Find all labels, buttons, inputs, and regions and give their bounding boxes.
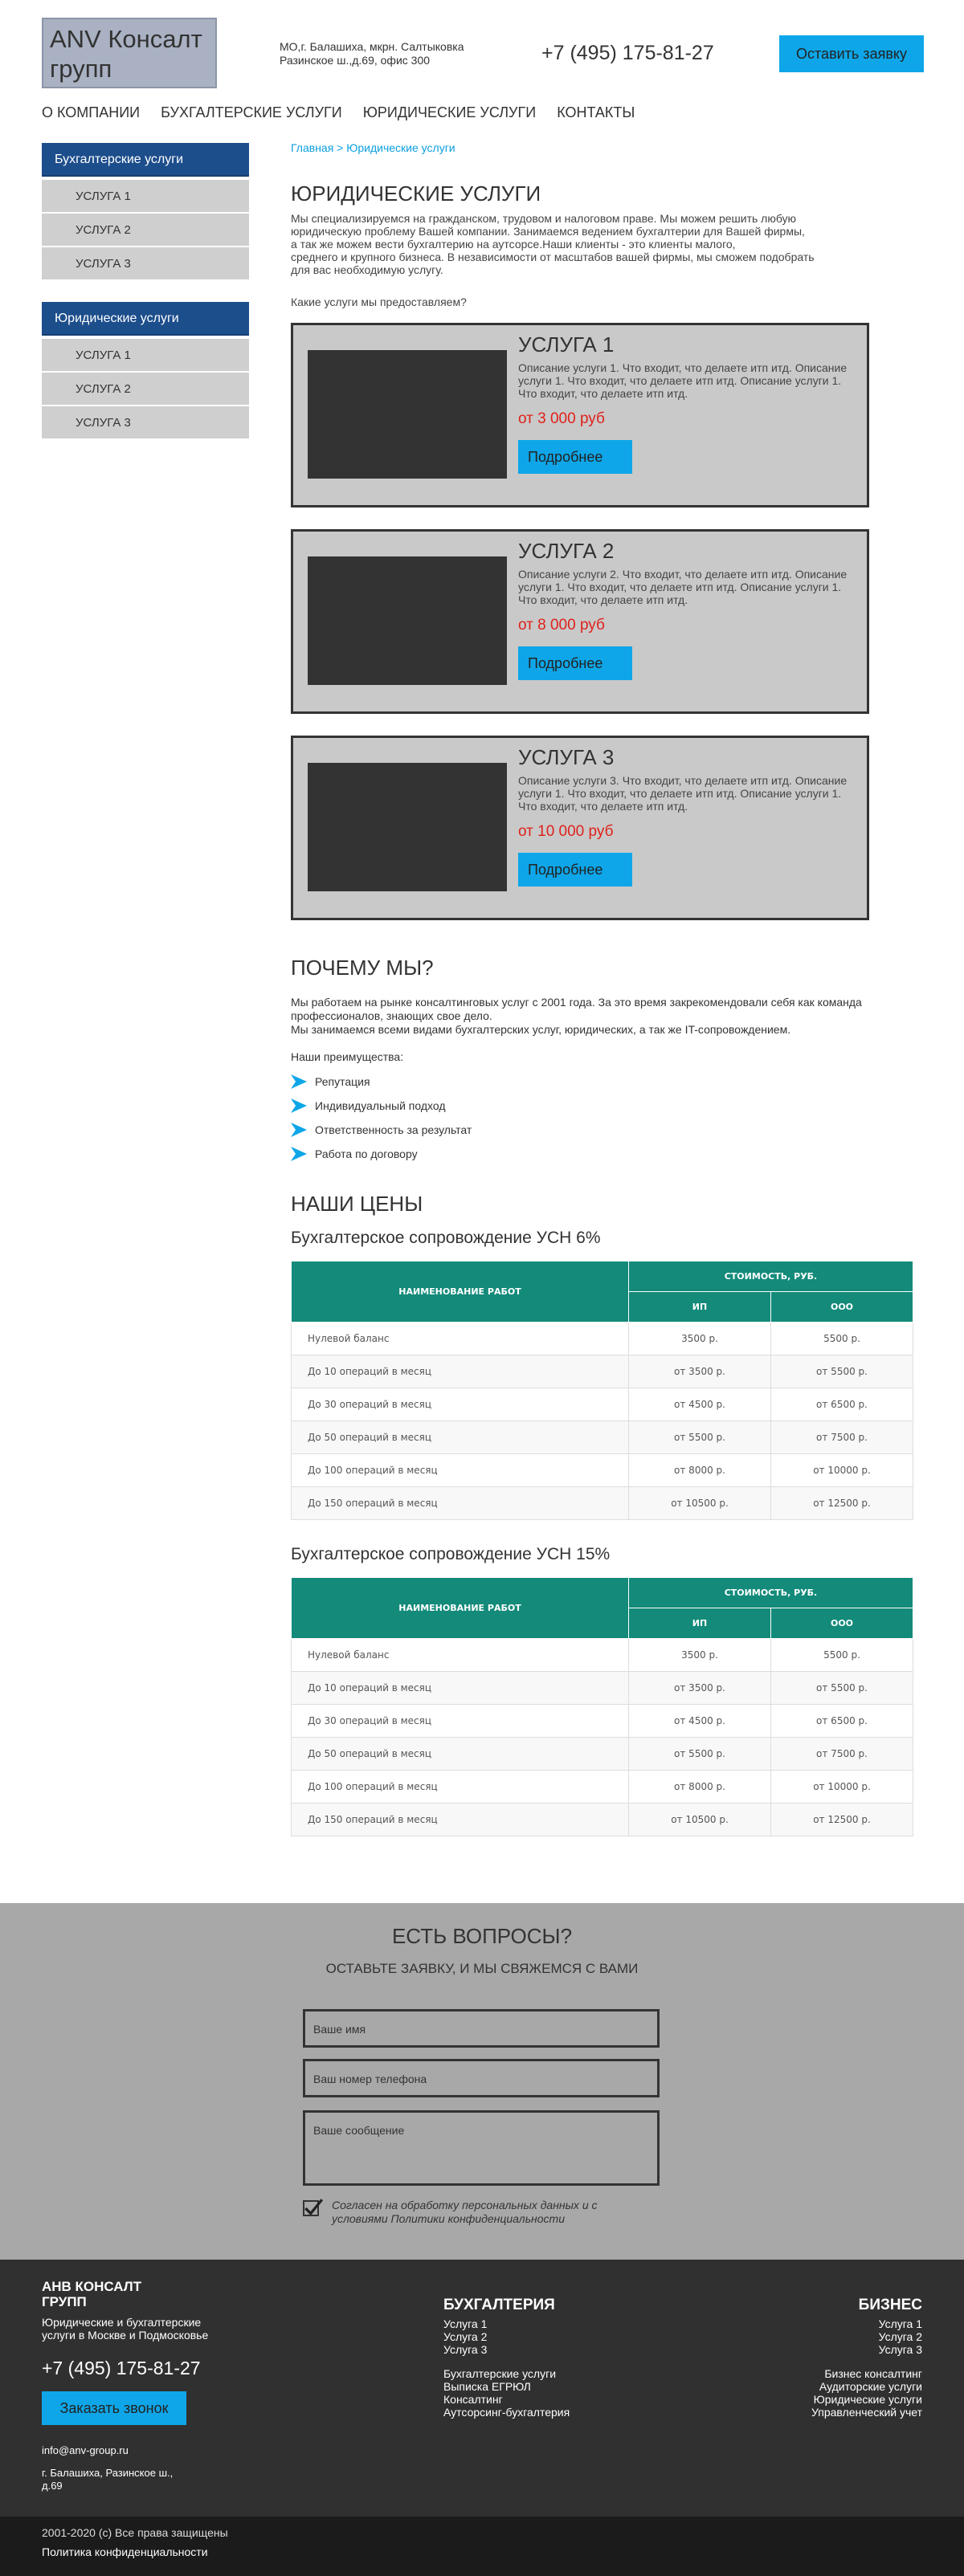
price-table-title: Бухгалтерское сопровождение УСН 15%: [291, 1545, 611, 1563]
request-button[interactable]: Оставить заявку: [779, 35, 924, 72]
header-address: [280, 40, 488, 67]
advantage-item: [291, 1074, 370, 1089]
footer-col-business: [811, 2297, 922, 2419]
price-table: [291, 1577, 913, 1836]
sidebar-item[interactable]: УСЛУГА 3: [42, 406, 249, 440]
price-table: [291, 1261, 913, 1520]
cell-ip: от 3500 р.: [629, 1672, 771, 1705]
footer-link[interactable]: Юридические услуги: [813, 2393, 922, 2406]
more-button[interactable]: Подробнее: [518, 853, 632, 887]
footer-email[interactable]: info@anv-group.ru: [42, 2444, 129, 2456]
advantage-item: [291, 1123, 472, 1137]
table-row: [292, 1639, 913, 1672]
sidebar-item[interactable]: УСЛУГА 1: [42, 180, 249, 214]
sidebar-item[interactable]: УСЛУГА 1: [42, 339, 249, 373]
cell-name: Нулевой баланс: [292, 1323, 629, 1355]
consent-text[interactable]: [332, 2199, 598, 2226]
footer-col-accounting: [443, 2297, 570, 2419]
why-line: профессионалов, знающих свое дело.: [291, 1009, 492, 1022]
footer-link[interactable]: Услуга 3: [443, 2343, 488, 2356]
nav-legal[interactable]: ЮРИДИЧЕСКИЕ УСЛУГИ: [362, 104, 537, 120]
service-title: УСЛУГА 3: [518, 745, 615, 769]
cell-ooo: 5500 р.: [771, 1323, 913, 1355]
price-table-title: Бухгалтерское сопровождение УСН 6%: [291, 1229, 601, 1247]
page-title: ЮРИДИЧЕСКИЕ УСЛУГИ: [291, 181, 541, 206]
why-line: Мы занимаемся всеми видами бухгалтерских услуг, юридических, а так же IT-сопровождением.: [291, 1023, 791, 1036]
cell-ip: от 10500 р.: [629, 1804, 771, 1836]
cell-ooo: от 5500 р.: [771, 1355, 913, 1388]
desc-line: услуги в Москве и Подмосковье: [42, 2329, 209, 2342]
footer-link[interactable]: Услуга 3: [878, 2343, 922, 2356]
service-title: УСЛУГА 1: [518, 332, 615, 357]
cell-ooo: от 6500 р.: [771, 1388, 913, 1421]
cell-name: До 150 операций в месяц: [292, 1487, 629, 1520]
footer-col-title: БИЗНЕС: [858, 2297, 922, 2313]
address-line: г. Балашиха, Разинское ш.,: [42, 2467, 174, 2479]
table-row: [292, 1388, 913, 1421]
callback-button[interactable]: Заказать звонок: [42, 2391, 186, 2425]
cell-name: До 50 операций в месяц: [292, 1738, 629, 1771]
copyright: 2001-2020 (c) Все права защищены: [42, 2526, 228, 2539]
cell-ooo: от 7500 р.: [771, 1738, 913, 1771]
service-price: от 8 000 руб: [518, 617, 605, 634]
cell-ip: от 3500 р.: [629, 1355, 771, 1388]
col-header-ooo: ООО: [771, 1608, 913, 1639]
service-card: [291, 323, 869, 507]
table-row: [292, 1355, 913, 1388]
footer-link[interactable]: Консалтинг: [443, 2393, 503, 2406]
intro-text: [291, 212, 821, 276]
col-header-name: НАИМЕНОВАНИЕ РАБОТ: [292, 1578, 629, 1639]
site-logo[interactable]: ANV Консалт групп: [42, 18, 217, 88]
advantage-label: Индивидуальный подход: [315, 1099, 446, 1112]
table-row: [292, 1487, 913, 1520]
cell-name: Нулевой баланс: [292, 1639, 629, 1672]
service-image: [308, 556, 507, 685]
cell-ip: от 5500 р.: [629, 1738, 771, 1771]
advantage-label: Ответственность за результат: [315, 1123, 472, 1136]
cell-name: До 30 операций в месяц: [292, 1705, 629, 1738]
address-line: Разинское ш.,д.69, офис 300: [280, 54, 431, 67]
name-input[interactable]: Ваше имя: [303, 2009, 660, 2048]
cell-name: До 100 операций в месяц: [292, 1454, 629, 1487]
intro-line: для вас необходимую услугу.: [291, 263, 443, 276]
privacy-link[interactable]: Политика конфиденциальности: [42, 2545, 208, 2558]
nav-about[interactable]: О КОМПАНИИ: [42, 104, 141, 120]
cell-ip: от 8000 р.: [629, 1771, 771, 1804]
services-question: Какие услуги мы предоставляем?: [291, 296, 467, 308]
cell-ooo: от 12500 р.: [771, 1487, 913, 1520]
prices-title: НАШИ ЦЕНЫ: [291, 1192, 423, 1216]
col-header-cost: СТОИМОСТЬ, РУБ.: [629, 1578, 913, 1608]
desc-line: Юридические и бухгалтерские: [42, 2316, 202, 2329]
consent: [303, 2199, 598, 2226]
service-image: [308, 350, 507, 479]
brand-line: ГРУПП: [42, 2294, 87, 2309]
breadcrumb[interactable]: Главная > Юридические услуги: [291, 141, 455, 154]
arrow-icon: [291, 1147, 307, 1161]
arrow-icon: [291, 1123, 307, 1137]
intro-line: а так же можем вести бухгалтерию на аутсорсе.Наши клиенты - это клиенты малого,: [291, 238, 736, 251]
sidebar-group-legal[interactable]: Юридические услуги: [42, 302, 249, 336]
cell-ip: 3500 р.: [629, 1639, 771, 1672]
table-row: [292, 1421, 913, 1454]
cell-ooo: от 6500 р.: [771, 1705, 913, 1738]
advantages-title: Наши преимущества:: [291, 1050, 404, 1063]
header-phone[interactable]: +7 (495) 175-81-27: [541, 42, 714, 64]
service-price: от 3 000 руб: [518, 410, 605, 427]
nav-accounting[interactable]: БУХГАЛТЕРСКИЕ УСЛУГИ: [161, 104, 342, 120]
phone-input[interactable]: Ваш номер телефона: [303, 2059, 660, 2097]
footer-link[interactable]: Аутсорсинг-бухгалтерия: [443, 2406, 570, 2419]
cell-name: До 50 операций в месяц: [292, 1421, 629, 1454]
arrow-icon: [291, 1074, 307, 1089]
cell-ooo: 5500 р.: [771, 1639, 913, 1672]
main-nav: [42, 104, 635, 121]
sidebar-item[interactable]: УСЛУГА 3: [42, 247, 249, 281]
col-header-cost: СТОИМОСТЬ, РУБ.: [629, 1262, 913, 1292]
service-card: [291, 529, 869, 714]
brand-line: АНВ КОНСАЛТ: [42, 2279, 142, 2294]
cell-ip: от 10500 р.: [629, 1487, 771, 1520]
col-header-ip: ИП: [629, 1608, 771, 1639]
cell-ip: от 4500 р.: [629, 1388, 771, 1421]
address-line: д.69: [42, 2480, 63, 2492]
footer-link[interactable]: Услуга 2: [878, 2330, 922, 2343]
cell-ooo: от 10000 р.: [771, 1771, 913, 1804]
service-card: [291, 736, 869, 920]
arrow-icon: [291, 1098, 307, 1113]
cell-ooo: от 5500 р.: [771, 1672, 913, 1705]
cell-name: До 100 операций в месяц: [292, 1771, 629, 1804]
footer-link[interactable]: Аудиторские услуги: [819, 2380, 922, 2393]
table-row: [292, 1454, 913, 1487]
checkmark-icon: [303, 2197, 324, 2218]
why-title: ПОЧЕМУ МЫ?: [291, 956, 434, 980]
cell-ip: от 5500 р.: [629, 1421, 771, 1454]
service-description: Описание услуги 2. Что входит, что делаете итп итд. Описание услуги 1. Что входит, что делаете итп итд. Описание услуги 1. Что входит, что делаете итп итд.: [518, 568, 848, 606]
why-text: [291, 996, 901, 1037]
address-line: МО,г. Балашиха, мкрн. Салтыковка: [280, 40, 464, 53]
service-title: УСЛУГА 2: [518, 539, 615, 563]
footer-link[interactable]: Услуга 1: [443, 2317, 488, 2330]
col-header-ooo: ООО: [771, 1292, 913, 1323]
footer-link[interactable]: Бухгалтерские услуги: [443, 2367, 557, 2380]
cell-name: До 10 операций в месяц: [292, 1672, 629, 1705]
footer-link[interactable]: Услуга 1: [878, 2317, 922, 2330]
why-line: Мы работаем на рынке консалтинговых услуг с 2001 года. За это время закрекомендовали себя как команда: [291, 996, 862, 1009]
service-description: Описание услуги 3. Что входит, что делаете итп итд. Описание услуги 1. Что входит, что делаете итп итд. Описание услуги 1. Что входит, что делаете итп итд.: [518, 774, 848, 813]
service-image: [308, 763, 507, 891]
cell-name: До 150 операций в месяц: [292, 1804, 629, 1836]
consent-line: Согласен на обработку персональных данных и с: [332, 2199, 598, 2211]
footer-address: [42, 2467, 202, 2492]
table-row: [292, 1738, 913, 1771]
table-row: [292, 1323, 913, 1355]
sidebar-group-accounting[interactable]: Бухгалтерские услуги: [42, 143, 249, 177]
cell-ip: от 4500 р.: [629, 1705, 771, 1738]
cell-name: До 30 операций в месяц: [292, 1388, 629, 1421]
col-header-ip: ИП: [629, 1292, 771, 1323]
table-row: [292, 1705, 913, 1738]
consent-checkbox[interactable]: [303, 2200, 319, 2216]
intro-line: Мы специализируемся на гражданском, трудовом и налоговом праве. Мы можем решить любую: [291, 212, 797, 225]
sidebar: [42, 143, 249, 440]
footer-description: [42, 2316, 235, 2342]
col-header-name: НАИМЕНОВАНИЕ РАБОТ: [292, 1262, 629, 1323]
advantage-label: Репутация: [315, 1075, 370, 1088]
more-button[interactable]: Подробнее: [518, 440, 632, 474]
nav-contacts[interactable]: КОНТАКТЫ: [557, 104, 635, 120]
table-row: [292, 1804, 913, 1836]
footer-link[interactable]: Управленческий учет: [811, 2406, 922, 2419]
more-button[interactable]: Подробнее: [518, 646, 632, 680]
footer-link[interactable]: Выписка ЕГРЮЛ: [443, 2380, 531, 2393]
table-row: [292, 1771, 913, 1804]
message-input[interactable]: Ваше сообщение: [303, 2110, 660, 2186]
sidebar-item[interactable]: УСЛУГА 2: [42, 214, 249, 247]
footer-brand: [42, 2279, 141, 2309]
cell-name: До 10 операций в месяц: [292, 1355, 629, 1388]
service-description: Описание услуги 1. Что входит, что делаете итп итд. Описание услуги 1. Что входит, что делаете итп итд. Описание услуги 1. Что входит, что делаете итп итд.: [518, 361, 848, 400]
advantage-item: [291, 1098, 446, 1113]
advantage-item: [291, 1147, 418, 1161]
consent-line: условиями Политики конфиденциальности: [332, 2212, 565, 2225]
cell-ooo: от 12500 р.: [771, 1804, 913, 1836]
form-subtitle: ОСТАВЬТЕ ЗАЯВКУ, И МЫ СВЯЖЕМСЯ С ВАМИ: [325, 1961, 639, 1976]
advantage-label: Работа по договору: [315, 1147, 418, 1160]
footer-link[interactable]: Услуга 2: [443, 2330, 488, 2343]
cell-ip: от 8000 р.: [629, 1454, 771, 1487]
footer-phone[interactable]: +7 (495) 175-81-27: [42, 2358, 201, 2378]
cell-ooo: от 10000 р.: [771, 1454, 913, 1487]
footer-link[interactable]: Бизнес консалтинг: [824, 2367, 922, 2380]
footer-col-title: БУХГАЛТЕРИЯ: [443, 2297, 555, 2313]
sidebar-item[interactable]: УСЛУГА 2: [42, 373, 249, 406]
cell-ip: 3500 р.: [629, 1323, 771, 1355]
service-price: от 10 000 руб: [518, 823, 614, 840]
form-title: ЕСТЬ ВОПРОСЫ?: [391, 1924, 573, 1948]
intro-line: среднего и крупного бизнеса. В независимости от масштабов вашей фирмы, мы сможем подобрать: [291, 251, 815, 263]
cell-ooo: от 7500 р.: [771, 1421, 913, 1454]
intro-line: юридическую проблему Вашей компании. Занимаемся ведением бухгалтерии для Вашей фирмы,: [291, 225, 805, 238]
table-row: [292, 1672, 913, 1705]
